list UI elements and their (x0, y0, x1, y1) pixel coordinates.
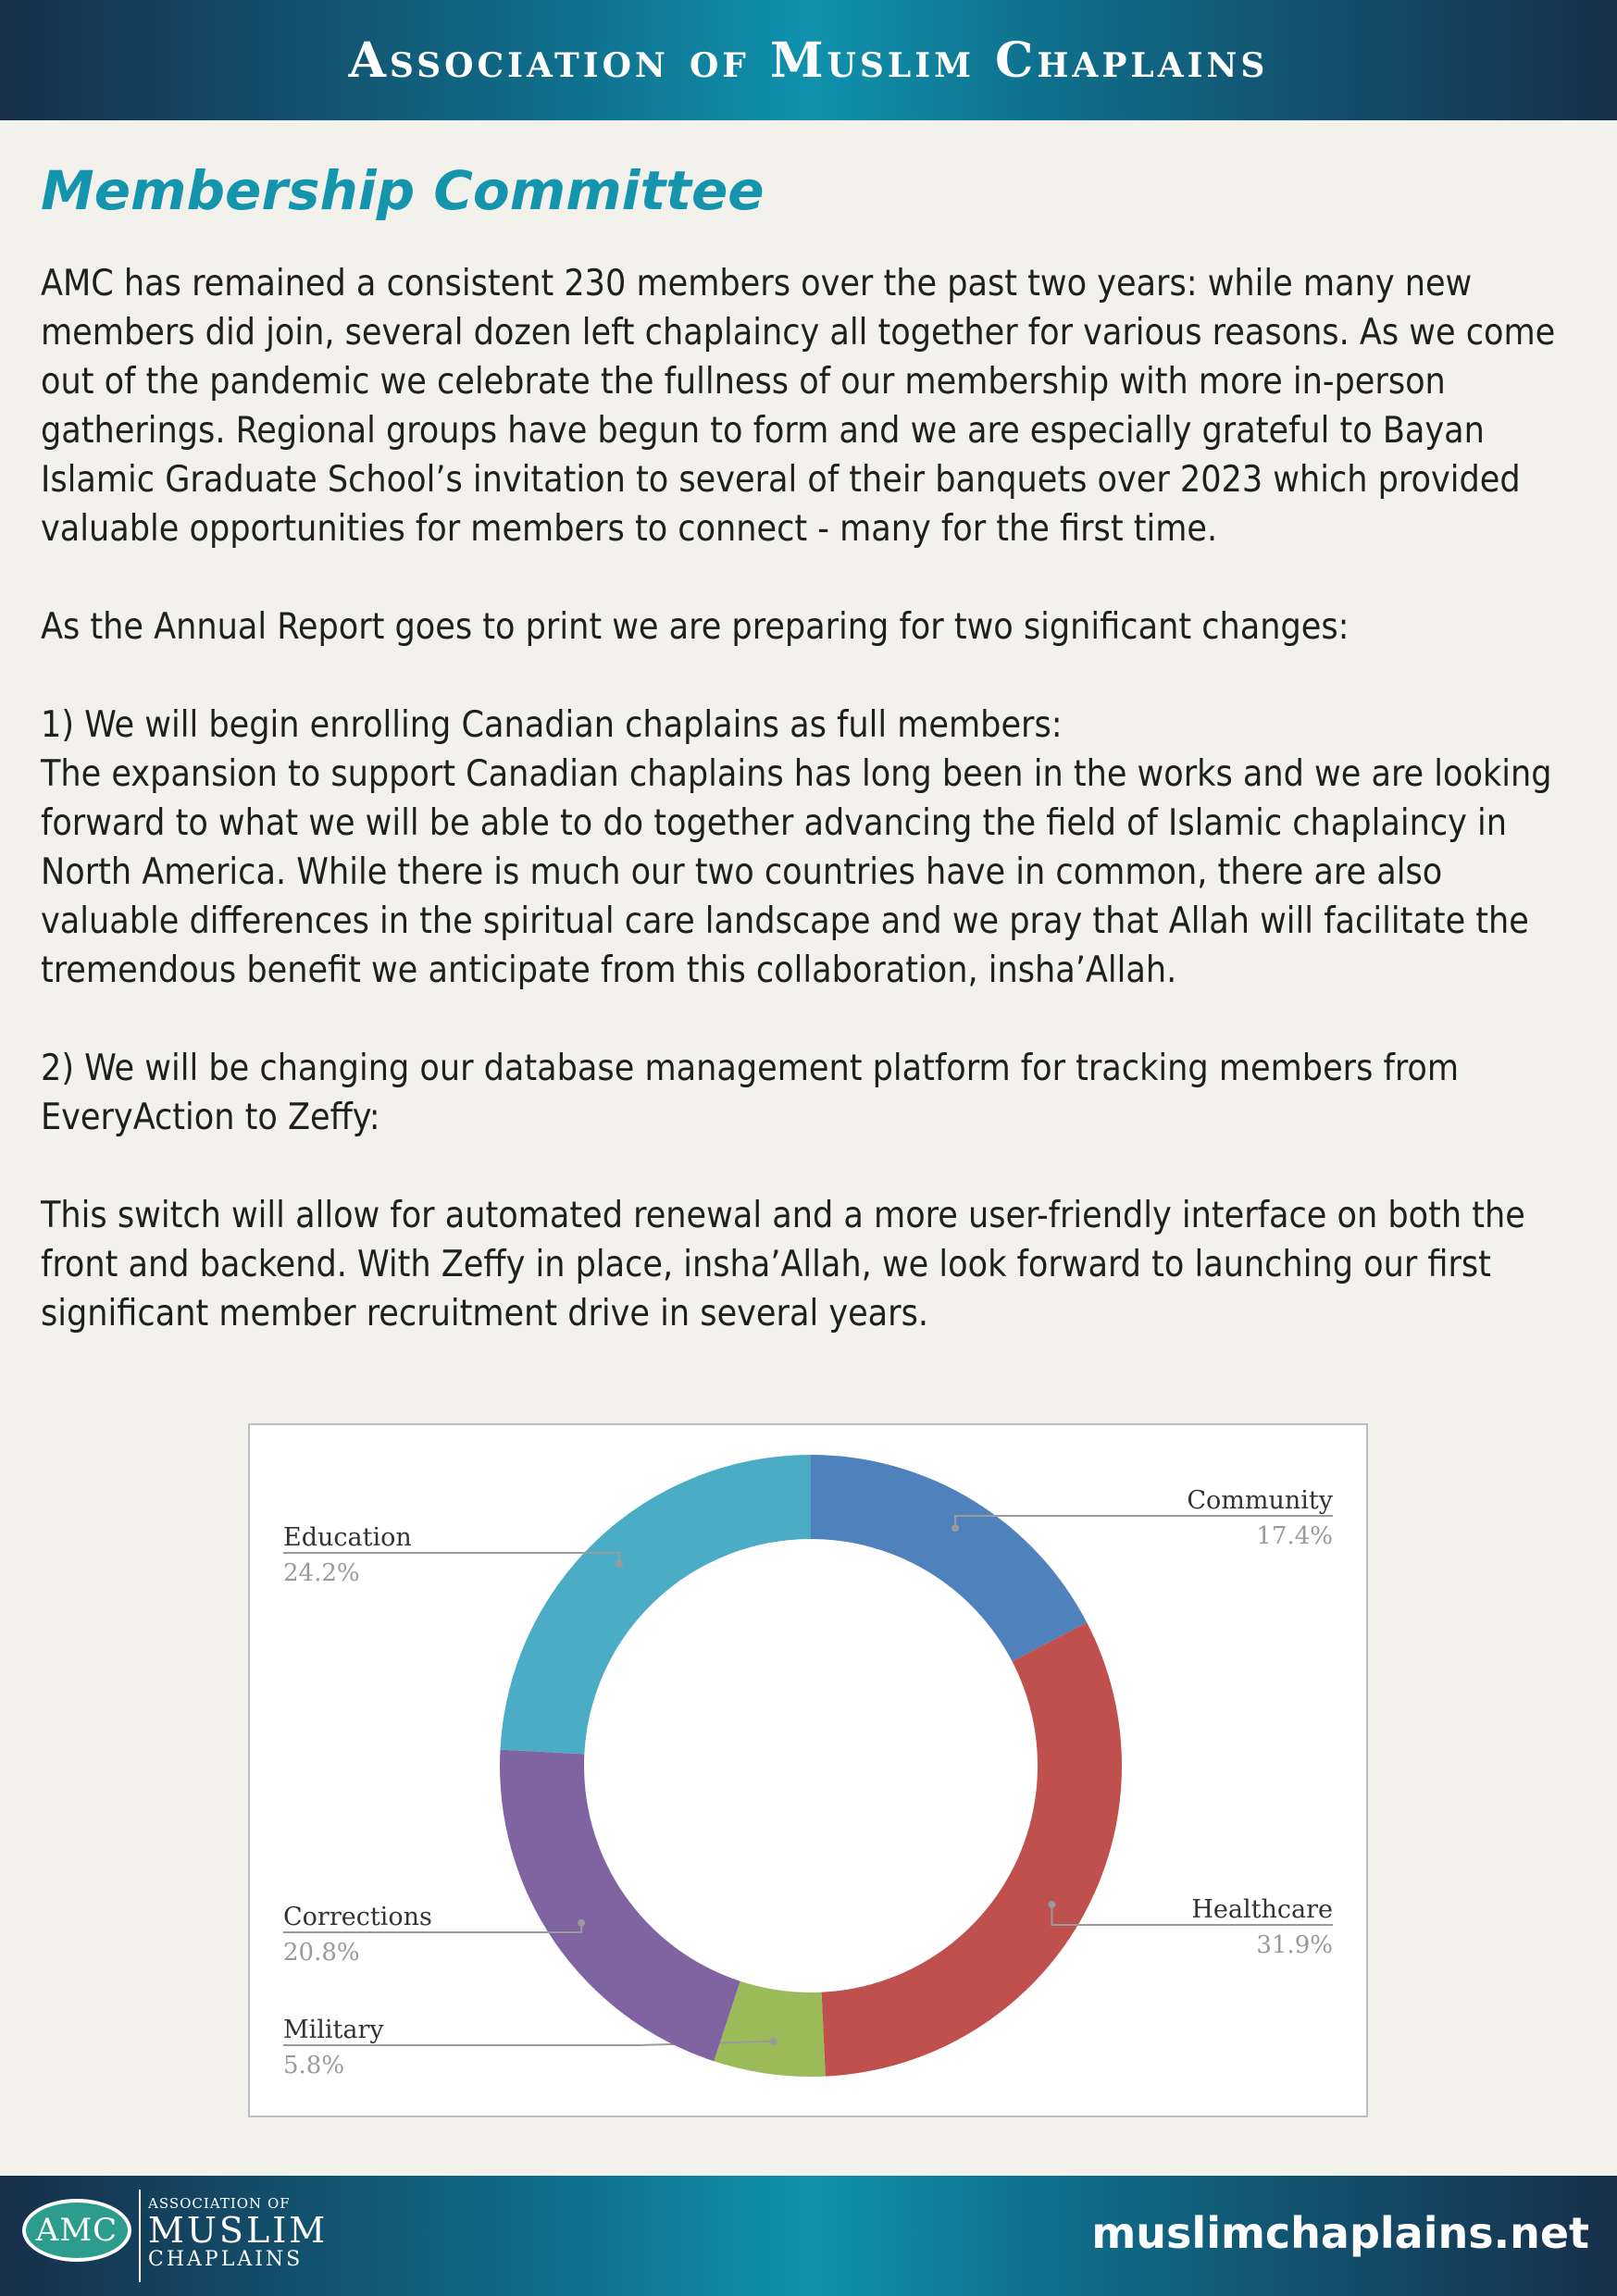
slice-label-community: Community (1187, 1486, 1333, 1515)
paragraph-changes-intro: As the Annual Report goes to print we are preparing for two significant changes: (41, 606, 1350, 648)
slice-label-military: Military (283, 2016, 384, 2044)
logo-abbr: AMC (35, 2212, 118, 2249)
slice-value-military: 5.8% (283, 2052, 345, 2079)
amc-logo (22, 2199, 131, 2262)
donut-slice-education (500, 1455, 811, 1754)
slice-value-community: 17.4% (1256, 1522, 1333, 1550)
website-link[interactable]: muslimchaplains.net (1091, 2208, 1589, 2258)
logo-line3: CHAPLAINS (148, 2248, 304, 2271)
paragraph-membership: AMC has remained a consistent 230 members over the past two years: while many new members did join, several dozen left chaplaincy all together for various reasons. As we come out of the pandemic we celebrate the fullness of our membership with more in-person gatherings. Regional groups have begun to form and we are especially grateful to Bayan Islamic Graduate School’s invitation to several of their banquets over 2023 which provided valuable opportunities for members to connect - many for the first time. (41, 263, 1556, 550)
slice-value-education: 24.2% (283, 1559, 360, 1587)
logo-line2: MUSLIM (148, 2210, 329, 2251)
section-title: Membership Committee (41, 159, 765, 222)
membership-donut-chart (248, 1423, 1368, 2117)
slice-label-healthcare: Healthcare (1191, 1895, 1333, 1924)
donut-slice-corrections (500, 1750, 740, 2062)
slice-label-education: Education (283, 1523, 412, 1552)
donut-chart-svg (250, 1425, 1366, 2116)
paragraph-zeffy: This switch will allow for automated renewal and a more user-friendly interface on both the front and backend. With Zeffy in place, insha’Allah, we look forward to launching our first significant member recruitment drive in several years. (41, 1195, 1525, 1334)
logo-divider (139, 2190, 141, 2282)
paragraph-canadian-chaplains: 1) We will begin enrolling Canadian chaplains as full members: The expansion to support Canadian chaplains has long been in the works and we are looking forward to what we will be able to do together advancing the field of Islamic chaplaincy in North America. While there is much our two countries have in common, there are also valuable differences in the spiritual care landscape and we pray that Allah will facilitate the tremendous benefit we anticipate from this collaboration, insha’Allah. (41, 704, 1552, 991)
logo-line1: ASSOCIATION OF (148, 2195, 291, 2212)
header-title: Association of Muslim Chaplains (348, 31, 1269, 89)
donut-slice-healthcare (822, 1622, 1122, 2076)
paragraph-database-change: 2) We will be changing our database management platform for tracking members from EveryAction to Zeffy: (41, 1048, 1460, 1138)
slice-value-healthcare: 31.9% (1256, 1931, 1333, 1959)
logo-wordmark (148, 2197, 328, 2270)
slice-value-corrections: 20.8% (283, 1939, 360, 1967)
donut-slice-community (811, 1455, 1087, 1661)
page-header (0, 0, 1617, 120)
body-text (41, 259, 1577, 1387)
slice-label-corrections: Corrections (283, 1903, 432, 1931)
